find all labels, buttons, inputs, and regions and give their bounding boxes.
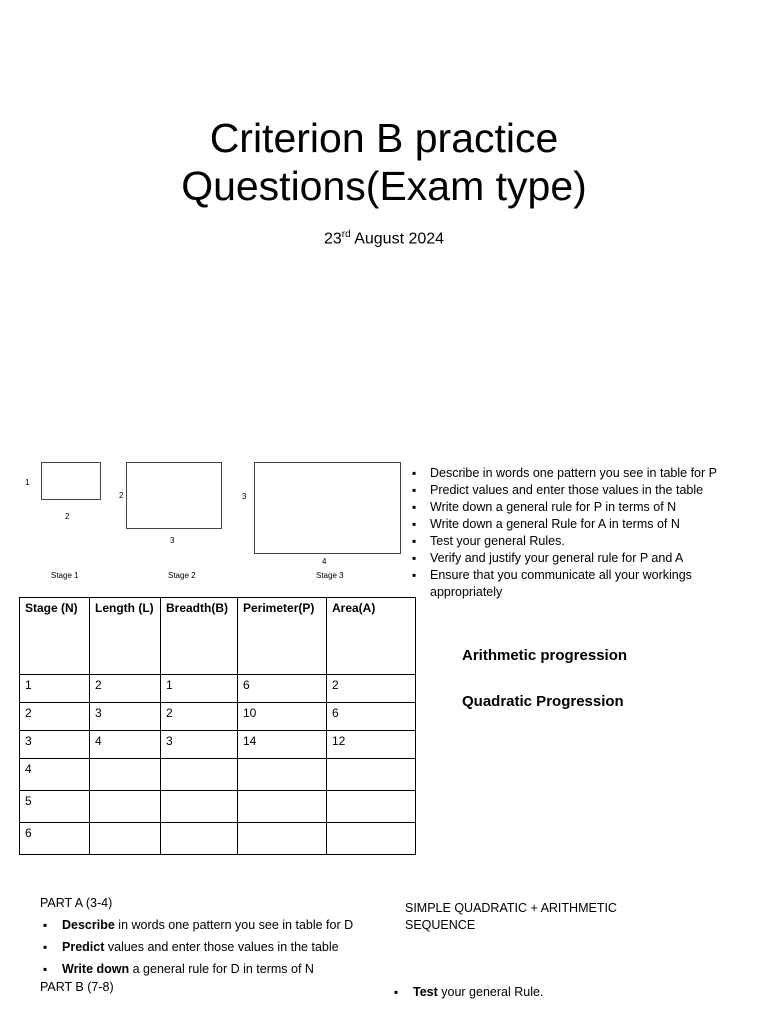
part-a-item [41,918,353,932]
table-cell [90,791,161,823]
table-cell: 2 [161,703,238,731]
table-row [20,791,416,823]
date-day: 23 [323,230,342,248]
stage-3-label: Stage 3 [316,571,344,580]
arithmetic-progression-label: Arithmetic progression [462,647,628,664]
table-cell: 1 [161,675,238,703]
table-row [20,703,416,731]
sequence-heading-line2: SEQUENCE [405,918,476,932]
table-row [20,731,416,759]
date-suffix: rd [341,229,351,240]
instruction-item: ▪ Predict values and enter those values in the table [409,482,759,499]
stage-3-width-label: 4 [322,557,327,566]
table-row [20,675,416,703]
stage-3-rectangle [254,462,401,554]
part-a-item-text: values and enter those values in the table [104,940,339,954]
table-cell [90,823,161,855]
part-b-heading: PART B (7-8) [40,980,114,994]
part-a-heading: PART A (3-4) [40,896,113,910]
header-area: Area(A) [327,598,416,675]
part-a-item [41,940,353,954]
sequence-heading-line1: SIMPLE QUADRATIC + ARITHMETIC [405,901,617,915]
test-rule-list [392,985,543,999]
slide-date [0,229,768,248]
stage-2-height-label: 2 [119,491,124,500]
slide-title-line1: Criterion B practice [209,115,559,161]
part-a-item-bold: Write down [62,962,130,976]
part-a-section [40,896,353,994]
table-cell: 4 [90,731,161,759]
stage-1-label: Stage 1 [51,571,79,580]
slide-title [0,114,768,210]
table-cell [327,759,416,791]
table-cell [161,791,238,823]
test-rule-item [392,985,543,999]
table-cell: 2 [327,675,416,703]
part-a-item-text: in words one pattern you see in table for D [114,918,354,932]
stage-1-width-label: 2 [65,512,70,521]
table-cell: 1 [20,675,90,703]
stage-table [19,597,416,855]
quadratic-progression-label: Quadratic Progression [462,693,624,710]
stage-2-rectangle [126,462,222,529]
table-cell [238,791,327,823]
test-rule-text: your general Rule. [437,985,544,999]
instruction-item: ▪ Test your general Rules. [409,533,759,550]
part-a-item-bold: Describe [62,918,115,932]
table-cell: 6 [327,703,416,731]
table-cell: 3 [161,731,238,759]
instruction-item: ▪ Write down a general Rule for A in terms of N [409,516,759,533]
table-header-row [20,598,416,675]
part-a-item [41,962,353,976]
slide-title-line2: Questions(Exam type) [181,163,587,209]
table-cell: 12 [327,731,416,759]
table-cell [327,791,416,823]
table-row [20,823,416,855]
part-a-item-bold: Predict [62,940,105,954]
stage-2-label: Stage 2 [168,571,196,580]
table-cell [238,823,327,855]
instruction-list [409,465,759,601]
part-a-item-text: a general rule for D in terms of N [129,962,314,976]
test-rule-bold: Test [413,985,438,999]
table-cell: 5 [20,791,90,823]
stage-1-rectangle [41,462,101,500]
sequence-heading [405,900,617,934]
table-cell: 2 [90,675,161,703]
table-row [20,759,416,791]
table-cell: 6 [238,675,327,703]
table-cell: 14 [238,731,327,759]
instruction-item: ▪ Describe in words one pattern you see in table for P [409,465,759,482]
table-cell [161,823,238,855]
table-cell: 10 [238,703,327,731]
header-perimeter: Perimeter(P) [238,598,327,675]
header-stage: Stage (N) [20,598,90,675]
table-cell: 4 [20,759,90,791]
table-cell [161,759,238,791]
table-cell: 6 [20,823,90,855]
instruction-item: ▪ Write down a general rule for P in terms of N [409,499,759,516]
table-cell: 2 [20,703,90,731]
table-cell: 3 [20,731,90,759]
stage-2-width-label: 3 [170,536,175,545]
table-cell: 3 [90,703,161,731]
stage-3-height-label: 3 [242,492,247,501]
date-rest: August 2024 [350,230,445,248]
stage-1-height-label: 1 [25,478,30,487]
table-cell [90,759,161,791]
header-breadth: Breadth(B) [161,598,238,675]
part-a-list [41,918,353,976]
table-cell [327,823,416,855]
table-cell [238,759,327,791]
instruction-item: ▪ Ensure that you communicate all your workings appropriately [409,567,759,601]
header-length: Length (L) [90,598,161,675]
instruction-item: ▪ Verify and justify your general rule for P and A [409,550,759,567]
